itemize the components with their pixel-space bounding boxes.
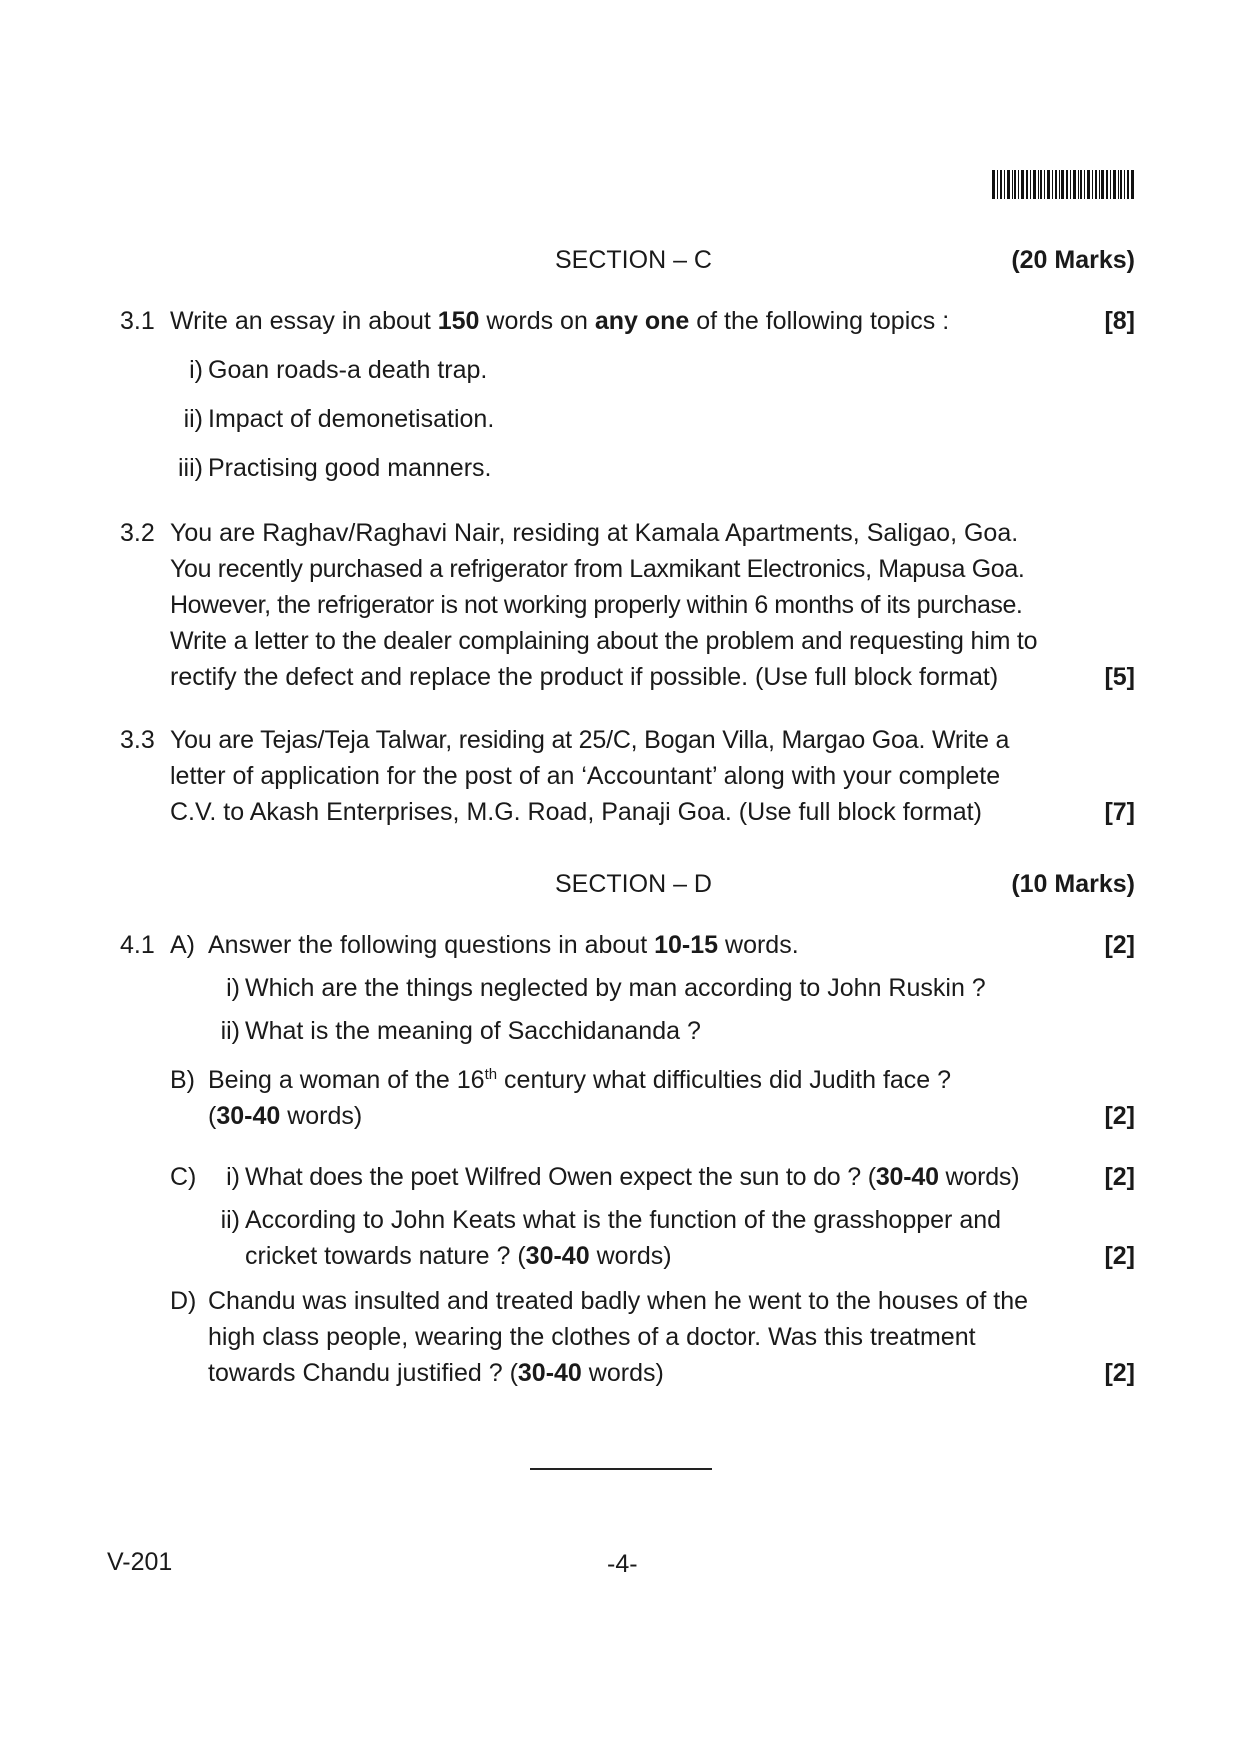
question-text: Write an essay in about 150 words on any one of the following topics : (170, 307, 950, 335)
page-number: -4- (607, 1550, 638, 1578)
subquestion-label: D) (170, 1287, 197, 1315)
question-marks: [2] (1104, 1163, 1135, 1191)
topic-number: iii) (178, 454, 203, 482)
question-line: You are Tejas/Teja Talwar, residing at 25/C, Bogan Villa, Margao Goa. Write a (170, 726, 1010, 754)
question-marks: [2] (1104, 1102, 1135, 1130)
section-d-marks: (10 Marks) (1011, 870, 1135, 898)
question-text: Answer the following questions in about 10-15 words. (208, 931, 799, 959)
question-marks: [2] (1104, 1359, 1135, 1387)
question-line: You are Raghav/Raghavi Nair, residing at Kamala Apartments, Saligao, Goa. (170, 519, 1019, 547)
item-text: What does the poet Wilfred Owen expect the sun to do ? (30-40 words) (245, 1163, 1020, 1191)
question-text: Being a woman of the 16th century what difficulties did Judith face ? (208, 1066, 952, 1094)
topic-text: Impact of demonetisation. (208, 405, 495, 433)
question-line: rectify the defect and replace the product if possible. (Use full block format) (170, 663, 999, 691)
question-line: Chandu was insulted and treated badly when he went to the houses of the (208, 1287, 1029, 1315)
question-marks: [8] (1104, 307, 1135, 335)
question-line: letter of application for the post of an ‘Accountant’ along with your complete (170, 762, 1001, 790)
item-number: ii) (220, 1017, 240, 1045)
question-number: 3.1 (120, 307, 155, 335)
question-marks: [2] (1104, 931, 1135, 959)
question-text: (30-40 words) (208, 1102, 363, 1130)
subquestion-label: A) (170, 931, 195, 959)
item-number: i) (226, 974, 240, 1002)
question-line: However, the refrigerator is not working properly within 6 months of its purchase. (170, 591, 1023, 619)
item-text: cricket towards nature ? (30-40 words) (245, 1242, 672, 1270)
subquestion-label: B) (170, 1066, 195, 1094)
question-number: 4.1 (120, 931, 155, 959)
item-text: Which are the things neglected by man according to John Ruskin ? (245, 974, 986, 1002)
question-line: You recently purchased a refrigerator from Laxmikant Electronics, Mapusa Goa. (170, 555, 1025, 583)
question-marks: [2] (1104, 1242, 1135, 1270)
question-marks: [7] (1104, 798, 1135, 826)
question-number: 3.2 (120, 519, 155, 547)
item-text: What is the meaning of Sacchidananda ? (245, 1017, 701, 1045)
end-divider (530, 1468, 712, 1470)
topic-text: Practising good manners. (208, 454, 492, 482)
question-line: Write a letter to the dealer complaining about the problem and requesting him to (170, 627, 1038, 655)
subquestion-label: C) (170, 1163, 197, 1191)
question-line: high class people, wearing the clothes of a doctor. Was this treatment (208, 1323, 976, 1351)
topic-number: ii) (183, 405, 203, 433)
question-number: 3.3 (120, 726, 155, 754)
topic-number: i) (189, 356, 203, 384)
item-number: i) (226, 1163, 240, 1191)
item-text: According to John Keats what is the function of the grasshopper and (245, 1206, 1002, 1234)
question-line: towards Chandu justified ? (30-40 words) (208, 1359, 664, 1387)
topic-text: Goan roads-a death trap. (208, 356, 488, 384)
question-line: C.V. to Akash Enterprises, M.G. Road, Panaji Goa. (Use full block format) (170, 798, 982, 826)
section-d-title: SECTION – D (555, 870, 712, 898)
barcode (992, 170, 1134, 199)
paper-code: V-201 (107, 1548, 173, 1576)
section-c-title: SECTION – C (555, 246, 712, 274)
section-c-marks: (20 Marks) (1011, 246, 1135, 274)
question-marks: [5] (1104, 663, 1135, 691)
item-number: ii) (220, 1206, 240, 1234)
